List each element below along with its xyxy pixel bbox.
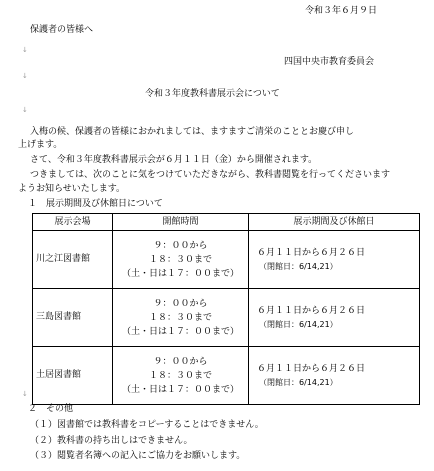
hours-cell bbox=[113, 231, 249, 289]
hours-cell bbox=[113, 347, 249, 405]
exhibition-period: ６月１１日から６月２６日 bbox=[257, 305, 366, 316]
announcement-line: さて、令和３年度教科書展示会が６月１１日（金）から開催されます。 bbox=[30, 155, 318, 165]
closed-days: （閉館日：6/14,21） bbox=[259, 377, 338, 387]
column-header-hours: 開館時間 bbox=[113, 214, 249, 231]
greeting-line-1: 入梅の候、保護者の皆様におかれましては、ますますご清栄のこととお慶び申し bbox=[30, 127, 355, 137]
table-row bbox=[33, 231, 420, 289]
venue-cell: 土居図書館 bbox=[33, 347, 113, 405]
request-line-1: つきましては、次のことに気をつけていただきながら、教科書閲覧を行ってくださいます bbox=[30, 170, 391, 180]
list-item: （１）図書館では教科書をコピーすることはできません。 bbox=[30, 420, 264, 430]
sender-line: 四国中央市教育委員会 bbox=[284, 57, 375, 67]
closing-time: １８：３０まで bbox=[148, 312, 212, 323]
closed-days: （閉館日：6/14,21） bbox=[259, 319, 338, 329]
opening-time: ９：００から bbox=[153, 356, 208, 367]
closing-time: １８：３０まで bbox=[148, 370, 212, 381]
period-cell bbox=[249, 289, 420, 347]
exhibition-schedule-table bbox=[32, 213, 420, 405]
table-row bbox=[33, 347, 420, 405]
paragraph-mark: ↓ bbox=[22, 72, 28, 80]
paragraph-mark: ↓ bbox=[22, 390, 28, 398]
opening-time: ９：００から bbox=[153, 240, 208, 251]
list-item: （３）閲覧者名簿への記入にご協力をお願いします。 bbox=[30, 451, 246, 461]
document-date: 令和３年６月９日 bbox=[305, 6, 378, 16]
column-header-period: 展示期間及び休館日 bbox=[249, 214, 420, 231]
table-row bbox=[33, 289, 420, 347]
exhibition-period: ６月１１日から６月２６日 bbox=[257, 363, 366, 374]
paragraph-mark: ↓ bbox=[22, 46, 28, 54]
venue-cell: 川之江図書館 bbox=[33, 231, 113, 289]
notice-title: 令和３年度教科書展示会について bbox=[145, 89, 280, 99]
venue-cell: 三島図書館 bbox=[33, 289, 113, 347]
weekend-closing-time: （土・日は１７：００まで） bbox=[121, 384, 239, 395]
period-cell bbox=[249, 231, 420, 289]
recipient-line: 保護者の皆様へ bbox=[30, 25, 94, 35]
weekend-closing-time: （土・日は１７：００まで） bbox=[121, 326, 239, 337]
hours-cell bbox=[113, 289, 249, 347]
weekend-closing-time: （土・日は１７：００まで） bbox=[121, 268, 239, 279]
list-item: （２）教科書の持ち出しはできません。 bbox=[30, 436, 193, 446]
section-1-heading: １ 展示期間及び休館日について bbox=[28, 199, 163, 209]
paragraph-mark: ↓ bbox=[22, 106, 28, 114]
period-cell bbox=[249, 347, 420, 405]
closing-time: １８：３０まで bbox=[148, 254, 212, 265]
exhibition-period: ６月１１日から６月２６日 bbox=[257, 247, 366, 258]
closed-days: （閉館日：6/14,21） bbox=[259, 261, 338, 271]
opening-time: ９：００から bbox=[153, 298, 208, 309]
table-header-row bbox=[33, 214, 420, 231]
request-line-2: ようお知らせいたします。 bbox=[18, 184, 126, 194]
section-2-heading: ２ その他 bbox=[28, 404, 74, 414]
column-header-venue: 展示会場 bbox=[33, 214, 113, 231]
greeting-line-2: 上げます。 bbox=[18, 140, 63, 150]
